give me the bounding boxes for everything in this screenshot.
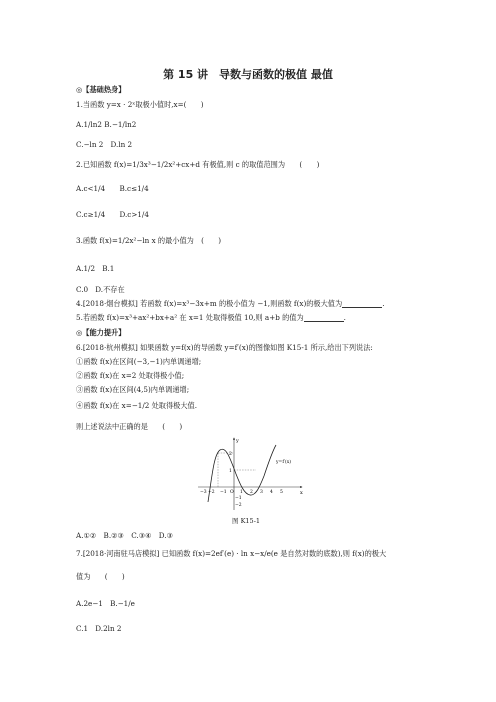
q4-answer-blank[interactable] (342, 300, 382, 308)
q5-answer-blank[interactable] (304, 314, 344, 322)
q3-options-cd: C.0 D.不存在 (76, 285, 125, 294)
section-advanced-heading: ◎【能力提升】 (76, 328, 126, 337)
q6-conclusion: 则上述说法中正确的是 ( ) (76, 422, 183, 431)
q7-stem-line2: 值为 ( ) (76, 572, 125, 581)
derivative-graph-figure (196, 436, 306, 512)
q6-item-4: ④函数 f(x)在 x=−1/2 处取得极大值. (76, 401, 198, 410)
y-tick-label: 2 (229, 452, 232, 457)
q2-options-ab: A.c<1/4 B.c≤1/4 (76, 184, 149, 193)
q3-stem: 3.函数 f(x)=1/2x²−ln x 的最小值为 ( ) (76, 236, 222, 245)
q2-stem: 2.已知函数 f(x)=1/3x³−1/2x²+cx+d 有极值,则 c 的取值范围为 ( ) (76, 160, 320, 169)
q7-stem-line1: 7.[2018·河南驻马店模拟] 已知函数 f(x)=2ef′(e) · ln x−x/e(e 是自然对数的底数),则 f(x)的极大 (76, 549, 387, 558)
x-tick-label: 2 (250, 490, 253, 495)
figure-caption: 图 K15-1 (232, 517, 261, 525)
origin-label: O (230, 490, 234, 495)
x-axis-label: x (300, 490, 303, 496)
y-axis-label: y (236, 438, 239, 444)
x-tick-label: −2 (208, 490, 215, 495)
x-tick-label: −3 (200, 490, 207, 495)
q1-stem: 1.当函数 y=x · 2ˣ取极小值时,x=( ) (76, 100, 204, 109)
q5-stem: 5.若函数 f(x)=x³+ax²+bx+a² 在 x=1 处取得极值 10,则 a+b 的值为 (76, 313, 304, 322)
q1-options-ab: A.1/ln2 B.−1/ln2 (76, 120, 137, 129)
x-tick-label: 5 (280, 490, 283, 495)
y-tick-label: −1 (235, 496, 242, 501)
q1-options-cd: C.−ln 2 D.ln 2 (76, 140, 133, 149)
q6-stem: 6.[2018·杭州模拟] 如果函数 y=f(x)的导函数 y=f′(x)的图像如图 K15-1 所示,给出下列说法: (76, 343, 373, 352)
x-tick-label: 1 (240, 490, 243, 495)
x-tick-label: −1 (220, 490, 227, 495)
curve-label: y=f′(x) (276, 460, 292, 465)
q4-stem: 4.[2018·烟台模拟] 若函数 f(x)=x³−3x+m 的极小值为 −1,则函数 f(x)的极大值为 (76, 299, 343, 308)
q5-line: 5.若函数 f(x)=x³+ax²+bx+a² 在 x=1 处取得极值 10,则 a+b 的值为 . (76, 313, 346, 322)
q6-item-3: ③函数 f(x)在区间(4,5)内单调递增; (76, 385, 190, 394)
section-basic-heading: ◎【基础热身】 (76, 85, 126, 94)
q3-options-ab: A.1/2 B.1 (76, 264, 115, 273)
y-tick-label: 1 (229, 469, 232, 474)
q6-options: A.①② B.②③ C.③④ D.③ (76, 531, 174, 540)
q2-options-cd: C.c≥1/4 D.c>1/4 (76, 210, 149, 219)
q7-options-cd: C.1 D.2ln 2 (76, 624, 122, 633)
q4-line: 4.[2018·烟台模拟] 若函数 f(x)=x³−3x+m 的极小值为 −1,则函数 f(x)的极大值为 . (76, 299, 385, 308)
y-tick-label: −2 (235, 503, 242, 508)
page-title: 第 15 讲 导数与函数的极值 最值 (163, 68, 333, 81)
q7-options-ab: A.2e−1 B.−1/e (76, 599, 135, 608)
x-tick-label: 3 (260, 490, 263, 495)
q6-item-1: ①函数 f(x)在区间(−3,−1)内单调递增; (76, 357, 202, 366)
q6-item-2: ②函数 f(x)在 x=2 处取得极小值; (76, 371, 185, 380)
x-tick-label: 4 (270, 490, 273, 495)
